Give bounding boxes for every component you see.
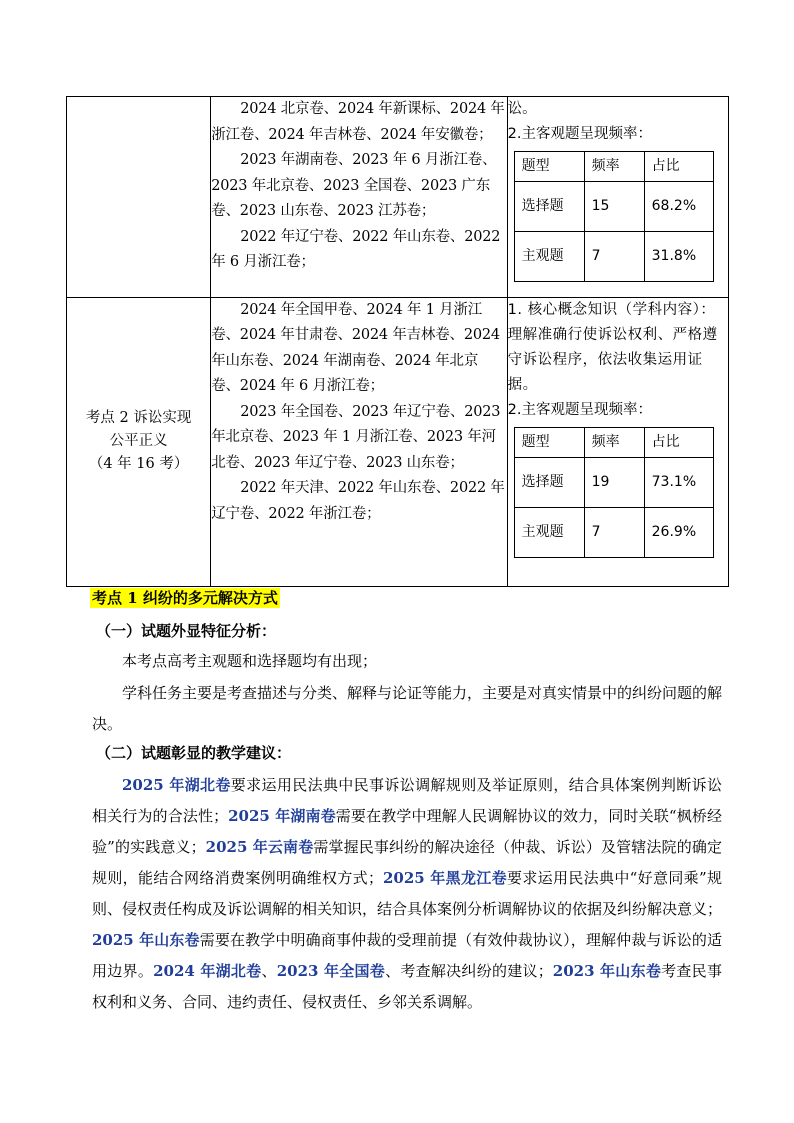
exam-year-highlight: 2025 年湖南卷	[228, 807, 336, 825]
table-row	[514, 457, 713, 507]
kp-count: （4 年 16 考）	[88, 456, 189, 473]
kp-cell-empty	[67, 97, 211, 298]
exam-year-highlight: 2024 年湖北卷	[153, 962, 262, 980]
years-cell	[211, 297, 507, 586]
paragraph: 学科任务主要是考查描述与分类、解释与论证等能力，主要是对真实情景中的纠纷问题的解决。	[92, 684, 723, 733]
type-cell: 主观题	[514, 507, 584, 557]
header-cell: 频率	[584, 152, 644, 182]
note-body: 理解准确行使诉讼权利、严格遵守诉讼程序，依法收集运用证据。	[507, 326, 718, 393]
years-cell	[211, 97, 507, 298]
years-line: 2024 年全国甲卷、2024 年 1 月浙江卷、2024 年甘肃卷、2024 年吉林卷、2024 年山东卷、2024 年湖南卷、2024 年北京卷、2024 年 6 月浙江卷；	[211, 301, 500, 395]
table-row	[514, 427, 713, 457]
paragraph: 本考点高考主观题和选择题均有出现；	[122, 652, 378, 670]
section-heading: （二）试题彰显的教学建议：	[96, 744, 292, 762]
exam-year-highlight: 2025 年黑龙江卷	[383, 869, 507, 887]
ratio-cell: 68.2%	[644, 182, 713, 232]
ratio-cell: 73.1%	[644, 457, 713, 507]
kp-cell	[67, 297, 211, 586]
count-cell: 7	[584, 232, 644, 282]
header-cell: 频率	[584, 427, 644, 457]
kp-name-line: 考点 2 诉讼实现	[85, 410, 192, 427]
table-row	[67, 97, 729, 298]
exam-year-highlight: 2025 年湖北卷	[122, 776, 231, 794]
freq-title: 2.主客观题呈现频率：	[507, 126, 652, 142]
section-heading: （一）试题外显特征分析：	[96, 622, 277, 640]
type-cell: 选择题	[514, 182, 584, 232]
type-cell: 选择题	[514, 457, 584, 507]
header-cell: 占比	[644, 152, 713, 182]
kp-title: 考点 1 纠纷的多元解决方式	[92, 589, 278, 607]
count-cell: 19	[584, 457, 644, 507]
notes-cell	[507, 97, 728, 298]
years-line: 2023 年湖南卷、2023 年 6 月浙江卷、2023 年北京卷、2023 全国卷、2023 广东卷、2023 山东卷、2023 江苏卷；	[211, 152, 497, 219]
note-head: 1. 核心概念知识（学科内容）：	[507, 301, 716, 318]
table-row	[67, 297, 729, 586]
years-line: 2022 年天津、2022 年山东卷、2022 年辽宁卷、2022 年浙江卷；	[211, 480, 505, 522]
freq-title: 2.主客观题呈现频率：	[507, 401, 652, 418]
count-cell: 7	[584, 507, 644, 557]
table-row	[514, 232, 713, 282]
table-row	[514, 507, 713, 557]
header-cell: 题型	[514, 152, 584, 182]
teaching-advice-paragraph: 2025 年湖北卷要求运用民法典中民事诉讼调解规则及举证原则，结合具体案例判断诉讼相关行为的合法性；2025 年湖南卷需要在教学中理解人民调解协议的效力，同时关联“枫桥经验”的实践意义；2025 年云南卷需掌握民事纠纷的解决途径（仲裁、诉讼）及管辖法院的确定规则，能结合网络消费案例明确维权方式；2025 年黑龙江卷要求运用民法典中“好意同乘”规则、侵权责任构成及诉讼调解的相关知识，结合具体案例分析调解协议的依据及纠纷解决意义；2025 年山东卷需要在教学中明确商事仲裁的受理前提（有效仲裁协议），理解仲裁与诉讼的适用边界。2024 年湖北卷、2023 年全国卷、考查解决纠纷的建议；2023 年山东卷考查民事权利和义务、合同、违约责任、侵权责任、乡邻关系调解。	[92, 776, 723, 1011]
exam-year-highlight: 2023 年全国卷	[276, 962, 386, 980]
table-row	[514, 152, 713, 182]
ratio-cell: 26.9%	[644, 507, 713, 557]
kp-name-line: 公平正义	[109, 433, 168, 450]
header-cell: 题型	[514, 427, 584, 457]
notes-cell	[507, 297, 728, 586]
note-tail: 讼。	[507, 101, 537, 117]
type-cell: 主观题	[514, 232, 584, 282]
exam-year-highlight: 2025 年山东卷	[92, 931, 200, 949]
count-cell: 15	[584, 182, 644, 232]
years-line: 2023 年全国卷、2023 年辽宁卷、2023 年北京卷、2023 年 1 月浙江卷、2023 年河北卷、2023 年辽宁卷、2023 山东卷；	[211, 403, 501, 471]
years-line: 2024 北京卷、2024 年新课标、2024 年浙江卷、2024 年吉林卷、2024 年安徽卷；	[211, 101, 505, 143]
exam-year-highlight: 2025 年云南卷	[205, 838, 314, 856]
years-line: 2022 年辽宁卷、2022 年山东卷、2022 年 6 月浙江卷；	[211, 228, 501, 270]
header-cell: 占比	[644, 427, 713, 457]
exam-year-highlight: 2023 年山东卷	[552, 962, 662, 980]
frequency-table	[514, 151, 714, 282]
table-row	[514, 182, 713, 232]
frequency-table	[514, 427, 714, 558]
ratio-cell: 31.8%	[644, 232, 713, 282]
exam-analysis-table	[66, 96, 729, 587]
